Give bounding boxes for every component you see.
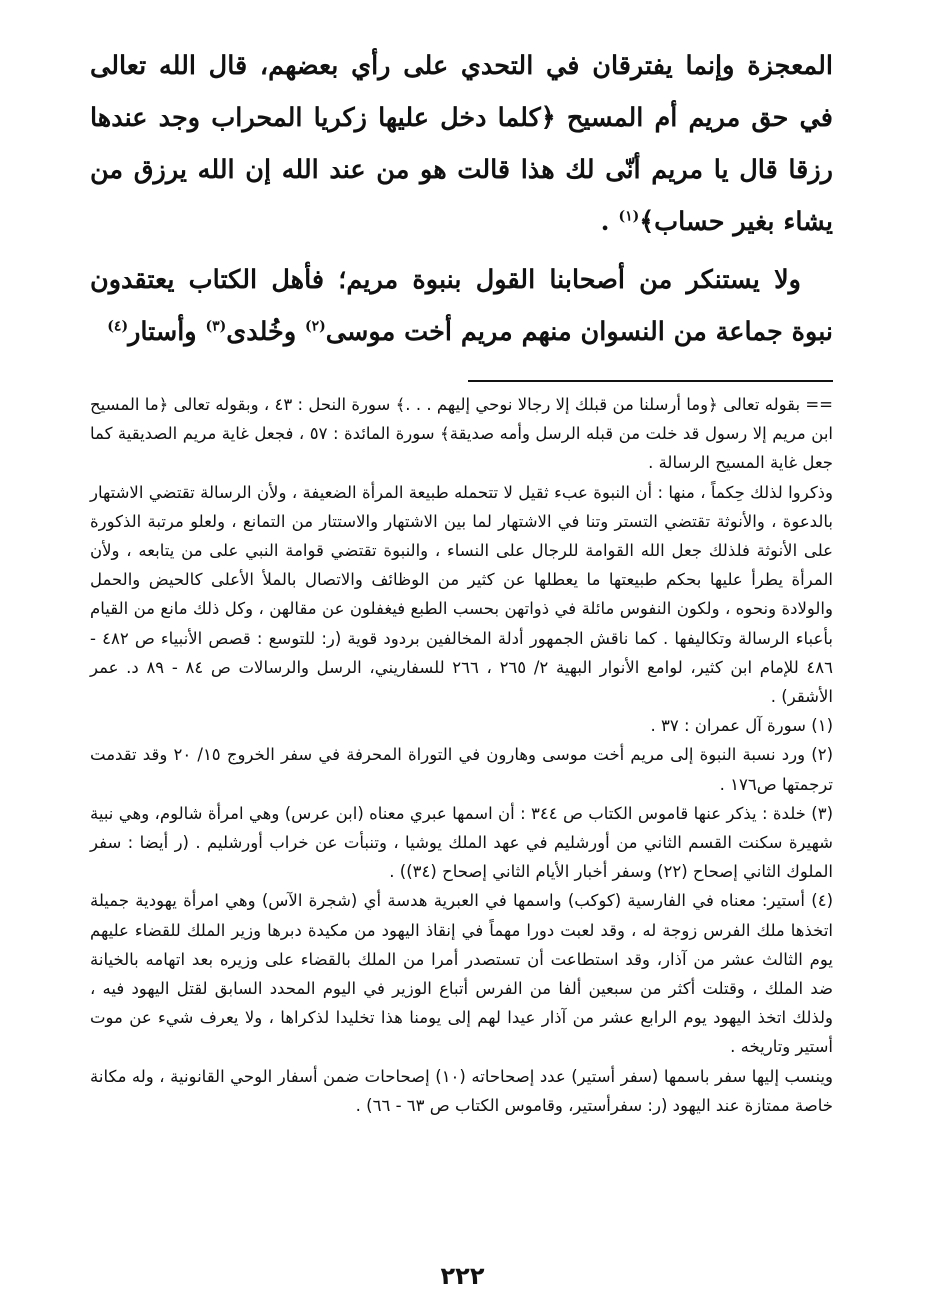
footnotes: [90, 390, 833, 1120]
paragraph-2: [90, 254, 833, 358]
footnote-ref-4: (٤): [107, 318, 129, 335]
paragraph-2-text-b: وخُلدى: [226, 317, 306, 347]
main-text: [90, 40, 833, 358]
paragraph-2-text-c: وأستار: [128, 317, 206, 347]
footnote-ref-3: (٣): [205, 318, 227, 335]
paragraph-1-text: المعجزة وإنما يفترقان في التحدي على رأي بعضهم، قال الله تعالى في حق مريم أم المسيح ﴿كلما دخل عليها زكريا المحراب وجد عندها رزقا قال يا مريم أنّى لك هذا قالت هو من عند الله إن الله يرزق من يشاء بغير حساب﴾: [90, 51, 833, 237]
paragraph-1-end: .: [600, 207, 610, 237]
footnote-separator: [468, 380, 833, 382]
paragraph-2-text-a: ولا يستنكر من أصحابنا القول بنبوة مريم؛ فأهل الكتاب يعتقدون نبوة جماعة من النسوان منهم مريم أخت موسى: [90, 265, 833, 347]
footnote-4-continued: وينسب إليها سفر باسمها (سفر أستير) عدد إصحاحاته (١٠) إصحاحات ضمن أسفار الوحي القانونية ، وله مكانة خاصة ممتازة عند اليهود (ر: سفرأستير، وقاموس الكتاب ص ٦٣ - ٦٦) .: [90, 1066, 834, 1115]
footnote-continued: == بقوله تعالى ﴿وما أرسلنا من قبلك إلا رجالا نوحي إليهم . . .﴾ سورة النحل : ٤٣ ، وبقوله تعالى ﴿ما المسيح ابن مريم إلا رسول قد خلت من قبله الرسل وأمه صديقة﴾ سورة المائدة : ٥٧ ، فجعل غاية مريم الصديقية كما جعل غاية المسيح الرسالة .: [90, 395, 834, 473]
footnote-ref-1: (١): [618, 208, 640, 225]
page-number: ٢٢٢: [440, 1262, 485, 1290]
footnote-1: (١) سورة آل عمران : ٣٧ .: [650, 716, 833, 736]
footnote-2: (٢) ورد نسبة النبوة إلى مريم أخت موسى وهارون في التوراة المحرفة في سفر الخروج ١٥/ ٢٠ وقد تقدمت ترجمتها ص١٧٦ .: [90, 745, 833, 794]
footnote-3: (٣) خلدة : يذكر عنها قاموس الكتاب ص ٣٤٤ : أن اسمها عبري معناه (ابن عرس) وهي امرأة شالوم، وهي نبية شهيرة سكنت القسم الثاني من أورشليم في عهد الملك يوشيا ، وتنبأت عن خراب أورشليم . (ر أيضا : سفر الملوك الثاني إصحاح (٢٢) وسفر أخبار الأيام الثاني إصحاح (٣٤)) .: [90, 803, 833, 882]
footnote-continued-2: وذكروا لذلك حِكماً ، منها : أن النبوة عبء ثقيل لا تتحمله طبيعة المرأة الضعيفة ، ولأن الرسالة تقتضي الاشتهار بالدعوة ، والأنوثة تقتضي التستر وتنا في الاشتهار لما بين الاشتهار والاستتار من التمانع ، ولعلو مرتبة الذكورة على الأنوثة فلذلك جعل الله القوامة للرجال على النساء ، والنبوة تقتضي قوامة النبي على من يتابعه ، ولأن المرأة يطرأ عليها بحكم طبيعتها ما يعطلها عن كثير من الوظائف والاتصال بالملأ الأعلى كالحيض والحمل والولادة ونحوه ، ولكون النفوس مائلة في ذواتهن بحسب الطبع فيغفلون عن مقالهن ، وكل ذلك مانع من القيام بأعباء الرسالة وتكاليفها . كما ناقش الجمهور أدلة المخالفين بردود قوية (ر: للتوسع : قصص الأنبياء ص ٤٨٢ - ٤٨٦ للإمام ابن كثير، لوامع الأنوار البهية ٢/ ٢٦٥ ، ٢٦٦ للسفاريني، الرسل والرسالات ص ٨٤ - ٨٩ د. عمر الأشقر) .: [90, 482, 833, 707]
paragraph-1: [90, 40, 833, 248]
footnote-ref-2: (٢): [305, 318, 326, 335]
footnote-4: (٤) أستير: معناه في الفارسية (كوكب) واسمها في العبرية هدسة أي (شجرة الآس) وهي امرأة يهودية جميلة اتخذها ملك الفرس زوجة له ، وقد لعبت دورا مهماً في إنقاذ اليهود من مكيدة دبرها وزير الملك للقضاء عليهم يوم الثالث عشر من آذار، وقد استطاعت أن تستصدر أمرا من الملك بالقضاء على وزيره بعد اتهامه بالخيانة ضد الملك ، وقتلت أكثر من سبعين ألفا من الفرس أتباع الوزير في اليوم المحدد السابق لقتل اليهود فيه ، ولذلك اتخذ اليهود يوم الرابع عشر من آذار عيدا لهم إلى يومنا هذا تخليدا لذكراها ، ولا يعرف شيء عن موت أستير وتاريخه .: [90, 891, 833, 1057]
